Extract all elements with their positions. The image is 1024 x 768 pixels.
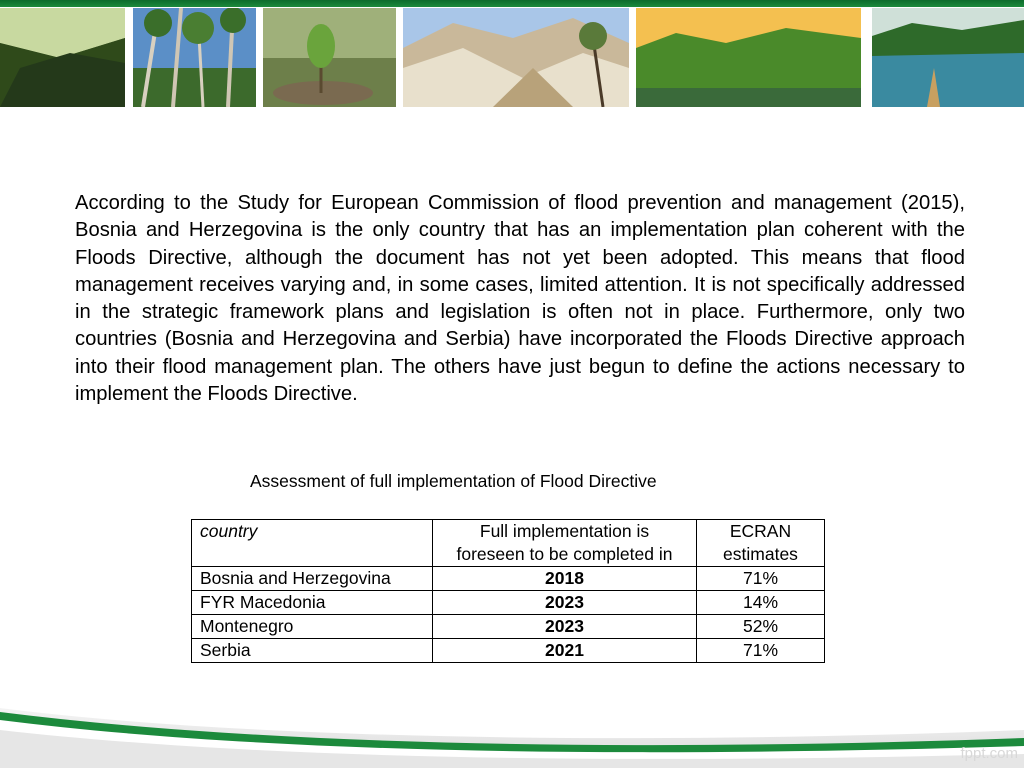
- row-year: 2023: [433, 591, 697, 615]
- row-estimate: 71%: [697, 567, 825, 591]
- header-completion-year-line2: foreseen to be completed in: [456, 544, 673, 564]
- table-row: [192, 615, 825, 639]
- table-row: [192, 639, 825, 663]
- eroded-hills-photo: [403, 8, 629, 107]
- body-paragraph: According to the Study for European Commission of flood prevention and management (2015), Bosnia and Herzegovina is the only country that has an implementation plan coherent with the Floods Directive, although the document has not yet been adopted. This means that flood management receives varying and, in some cases, limited attention. It is not specifically addressed in the strategic framework plans and legislation is often not in place. Furthermore, only two countries (Bosnia and Herzegovina and Serbia) have incorporated the Floods Directive approach into their flood management plan. The others have just begun to define the actions necessary to implement the Floods Directive.: [75, 192, 965, 406]
- top-green-bar: [0, 0, 1024, 7]
- row-year: 2021: [433, 639, 697, 663]
- watermark: fppt.com: [960, 745, 1018, 762]
- row-year: 2023: [433, 615, 697, 639]
- row-year: 2018: [433, 567, 697, 591]
- river-forest-photo: [636, 8, 861, 107]
- header-completion-year: [433, 520, 697, 567]
- row-country: Montenegro: [192, 615, 433, 639]
- sapling-photo: [263, 8, 396, 107]
- header-ecran-line1: ECRAN: [729, 521, 792, 541]
- row-country: Serbia: [192, 639, 433, 663]
- table-row: [192, 591, 825, 615]
- row-country: FYR Macedonia: [192, 591, 433, 615]
- lake-boat-photo: [872, 8, 1024, 107]
- header-ecran-estimates: [697, 520, 825, 567]
- row-estimate: 71%: [697, 639, 825, 663]
- header-ecran-line2: estimates: [723, 544, 798, 564]
- header-completion-year-line1: Full implementation is: [479, 521, 650, 541]
- table-caption: Assessment of full implementation of Flood Directive: [250, 471, 657, 491]
- header-country: country: [192, 520, 433, 567]
- forest-aerial-photo: [0, 8, 125, 107]
- tall-trees-photo: [133, 8, 256, 107]
- row-country: Bosnia and Herzegovina: [192, 567, 433, 591]
- flood-directive-table: [191, 519, 825, 663]
- bottom-wave-decoration: [0, 690, 1024, 768]
- row-estimate: 52%: [697, 615, 825, 639]
- table-row: [192, 567, 825, 591]
- row-estimate: 14%: [697, 591, 825, 615]
- table-header-row: [192, 520, 825, 567]
